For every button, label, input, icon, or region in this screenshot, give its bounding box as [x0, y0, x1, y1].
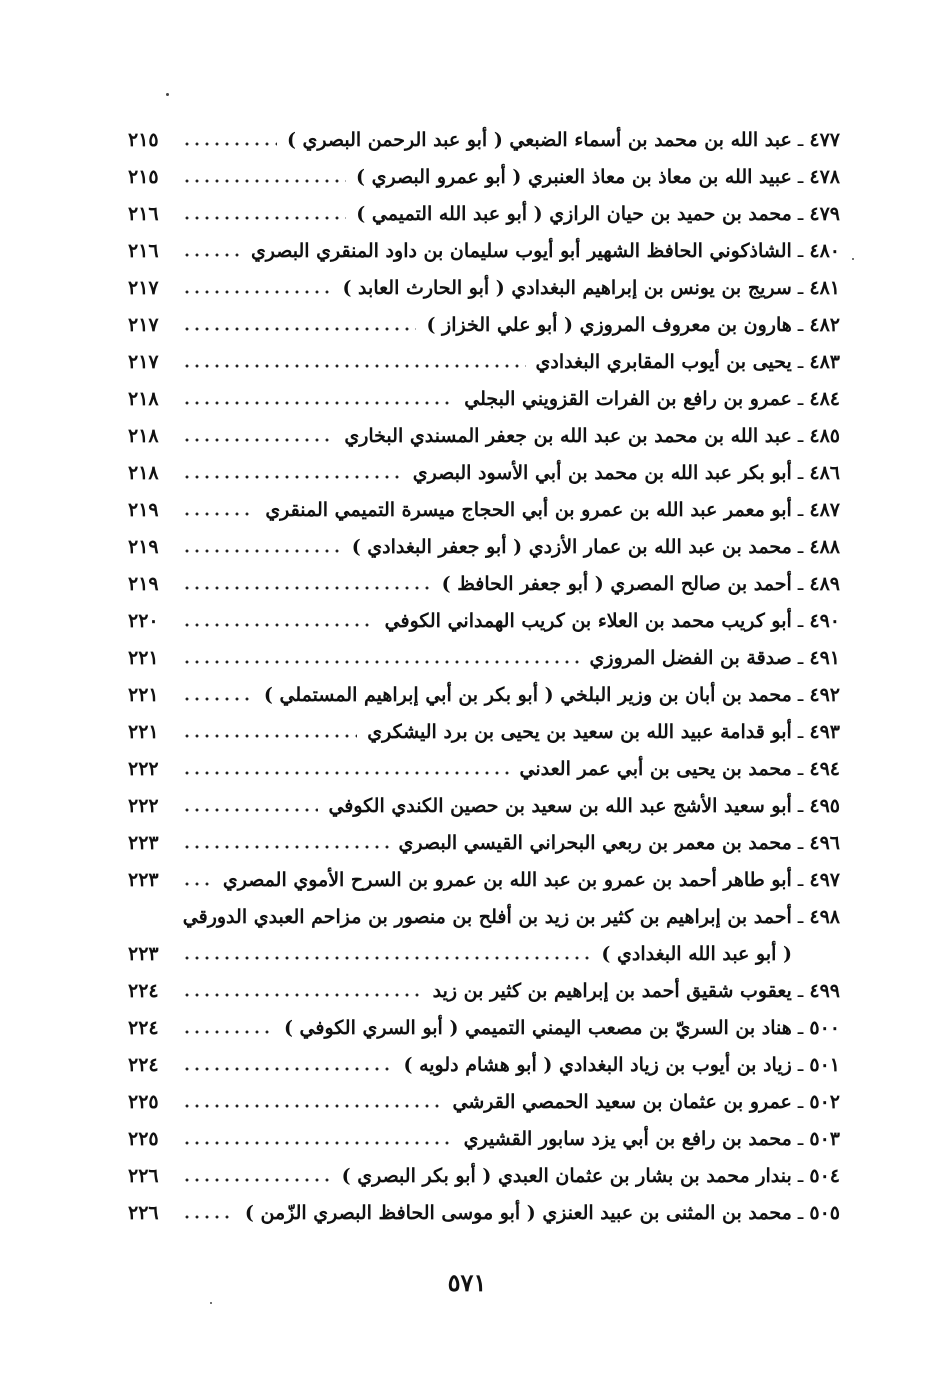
entry-title: الشاذكوني الحافظ الشهير أبو أيوب سليمان بن داود المنقري البصري	[250, 240, 792, 262]
entry-title: هارون بن معروف المروزي ( أبو علي الخزاز )	[426, 314, 792, 336]
entry-number: ٤٩٥	[809, 795, 840, 817]
entry-number: ٤٨٧	[809, 499, 840, 521]
dot-leader	[182, 660, 580, 664]
dot-leader	[182, 290, 332, 294]
toc-entry	[128, 344, 840, 381]
toc-entry	[128, 677, 840, 714]
paper-speck	[852, 258, 854, 260]
entry-number: ٥٠٥	[809, 1202, 840, 1224]
page-reference: ٢١٩	[128, 536, 159, 558]
entry-title-continued: ( أبو عبد الله البغدادي )	[601, 943, 792, 965]
toc-entry	[128, 270, 840, 307]
entry-dash: ـ	[797, 721, 804, 743]
page-reference: ٢٢٣	[128, 869, 159, 891]
dot-leader	[182, 993, 423, 997]
entry-dash: ـ	[797, 166, 804, 188]
toc-entry	[128, 196, 840, 233]
entry-title: أبو معمر عبد الله بن عمرو بن أبي الحجاج ميسرة التميمي المنقري	[265, 499, 792, 521]
toc-entry	[128, 455, 840, 492]
dot-leader	[182, 771, 510, 775]
entry-dash: ـ	[797, 388, 804, 410]
toc-entry	[128, 1047, 840, 1084]
entry-dash: ـ	[797, 647, 804, 669]
page-reference: ٢١٥	[128, 166, 159, 188]
entry-title: أبو كريب محمد بن العلاء بن كريب الهمداني الكوفي	[384, 610, 792, 632]
entry-dash: ـ	[797, 203, 804, 225]
dot-leader	[182, 142, 277, 146]
toc-entry	[128, 122, 840, 159]
toc-entry	[128, 714, 840, 751]
entry-title: عمرو بن عثمان بن سعيد الحمصي القرشي	[452, 1091, 792, 1113]
entry-dash: ـ	[797, 980, 804, 1002]
toc-entry	[128, 381, 840, 418]
dot-leader	[182, 1104, 442, 1108]
entry-number: ٤٨١	[809, 277, 840, 299]
entry-number: ٤٨٠	[809, 240, 840, 262]
entry-title: محمد بن رافع بن أبي يزد سابور القشيري	[463, 1128, 792, 1150]
page-reference: ٢٢١	[128, 647, 159, 669]
entry-dash: ـ	[797, 1091, 804, 1113]
entry-number: ٥٠١	[809, 1054, 840, 1076]
entry-dash: ـ	[797, 1202, 804, 1224]
page-reference: ٢١٦	[128, 240, 159, 262]
dot-leader	[182, 734, 357, 738]
entry-dash: ـ	[797, 610, 804, 632]
toc-entry	[128, 788, 840, 825]
entry-dash: ـ	[797, 1128, 804, 1150]
toc-entry	[128, 1121, 840, 1158]
entry-dash: ـ	[797, 1054, 804, 1076]
entry-title: أبو طاهر أحمد بن عمرو بن عبد الله بن عمرو بن السرح الأموي المصري	[222, 869, 792, 891]
entry-number: ٤٧٩	[809, 203, 840, 225]
page-reference: ٢٢٦	[128, 1165, 159, 1187]
entry-dash: ـ	[797, 758, 804, 780]
entry-title: يحيى بن أيوب المقابري البغدادي	[535, 351, 792, 373]
entry-dash: ـ	[797, 462, 804, 484]
entry-number: ٤٩٢	[809, 684, 840, 706]
entry-number: ٤٩١	[809, 647, 840, 669]
entry-number: ٥٠٠	[809, 1017, 840, 1039]
entry-dash: ـ	[797, 314, 804, 336]
page-number: ٥٧١	[447, 1268, 487, 1297]
entry-title: محمد بن معمر بن ربعي البحراني القيسي البصري	[398, 832, 792, 854]
toc-entry	[128, 307, 840, 344]
entry-title: أبو قدامة عبيد الله بن سعيد بن يحيى بن برد اليشكري	[367, 721, 792, 743]
entry-title: أحمد بن إبراهيم بن كثير بن زيد بن أفلح بن منصور بن مزاحم العبدي الدورقي	[182, 906, 792, 928]
entry-title: أبو سعيد الأشج عبد الله بن سعيد بن حصين الكندي الكوفي	[328, 795, 792, 817]
page-reference: ٢٢٣	[128, 943, 159, 965]
page-reference: ٢١٧	[128, 277, 159, 299]
toc-entry	[128, 1195, 840, 1232]
toc-entry	[128, 566, 840, 603]
entry-title: عبيد الله بن معاذ بن معاذ العنبري ( أبو عمرو البصري )	[355, 166, 792, 188]
entry-number: ٥٠٤	[809, 1165, 840, 1187]
dot-leader	[182, 623, 375, 627]
page-reference: ٢٢٠	[128, 610, 159, 632]
dot-leader	[182, 253, 241, 257]
page-reference: ٢١٧	[128, 314, 159, 336]
toc-entry	[128, 603, 840, 640]
paper-speck	[210, 1302, 212, 1304]
entry-title: أحمد بن صالح المصري ( أبو جعفر الحافظ )	[441, 573, 792, 595]
entry-dash: ـ	[797, 869, 804, 891]
paper-speck	[166, 93, 169, 96]
dot-leader	[182, 216, 346, 220]
dot-leader	[182, 586, 432, 590]
entry-number: ٥٠٢	[809, 1091, 840, 1113]
page-reference: ٢٢٥	[128, 1128, 159, 1150]
toc-entry	[128, 862, 840, 899]
toc-entry	[128, 640, 840, 677]
toc-entry	[128, 418, 840, 455]
page-reference: ٢١٧	[128, 351, 159, 373]
toc-entry	[128, 1084, 840, 1121]
entry-title: عمرو بن رافع بن الفرات القزويني البجلي	[464, 388, 792, 410]
entry-number: ٥٠٣	[809, 1128, 840, 1150]
dot-leader	[182, 808, 318, 812]
page-reference: ٢٢٤	[128, 1054, 159, 1076]
entry-number: ٤٩٨	[809, 906, 840, 928]
entry-number: ٤٨٩	[809, 573, 840, 595]
entry-number: ٤٨٣	[809, 351, 840, 373]
dot-leader	[182, 1030, 274, 1034]
entry-number: ٤٧٨	[809, 166, 840, 188]
entry-number: ٤٩٧	[809, 869, 840, 891]
entry-number: ٤٨٤	[809, 388, 840, 410]
page-reference: ٢٢١	[128, 721, 159, 743]
entry-dash: ـ	[797, 795, 804, 817]
dot-leader	[182, 1067, 393, 1071]
page-reference: ٢١٨	[128, 462, 159, 484]
dot-leader	[182, 179, 346, 183]
page-reference: ٢١٩	[128, 499, 159, 521]
entry-number: ٤٨٨	[809, 536, 840, 558]
toc-entry	[128, 529, 840, 566]
toc-entry-498-line1	[128, 899, 840, 936]
dot-leader	[182, 956, 591, 960]
entry-dash: ـ	[797, 240, 804, 262]
dot-leader	[182, 512, 255, 516]
entry-title: سريج بن يونس بن إبراهيم البغدادي ( أبو الحارث العابد )	[342, 277, 792, 299]
dot-leader	[182, 549, 342, 553]
entry-title: عبد الله بن محمد بن عبد الله بن جعفر المسندي البخاري	[344, 425, 792, 447]
entry-title: محمد بن أبان بن وزير البلخي ( أبو بكر بن أبي إبراهيم المستملي )	[263, 684, 792, 706]
page-reference: ٢١٨	[128, 388, 159, 410]
dot-leader	[182, 1178, 332, 1182]
page-reference: ٢١٦	[128, 203, 159, 225]
dot-leader	[182, 364, 526, 368]
page-reference: ٢٢٦	[128, 1202, 159, 1224]
entry-title: زياد بن أيوب بن زياد البغدادي ( أبو هشام دلويه )	[403, 1054, 792, 1076]
entry-dash: ـ	[797, 499, 804, 521]
page-reference: ٢١٩	[128, 573, 159, 595]
entry-dash: ـ	[797, 684, 804, 706]
dot-leader	[182, 845, 389, 849]
dot-leader	[182, 475, 403, 479]
page-reference: ٢٢٤	[128, 1017, 159, 1039]
entry-title: يعقوب شقيق أحمد بن إبراهيم بن كثير بن زيد	[432, 980, 792, 1002]
entry-dash: ـ	[797, 832, 804, 854]
toc-entry	[128, 233, 840, 270]
dot-leader	[182, 697, 254, 701]
entry-number: ٤٨٥	[809, 425, 840, 447]
entry-title: أبو بكر عبد الله بن محمد بن أبي الأسود البصري	[412, 462, 792, 484]
entry-dash: ـ	[797, 536, 804, 558]
entry-title: محمد بن المثنى بن عبيد العنزي ( أبو موسى الحافظ البصري الزّمن )	[244, 1202, 792, 1224]
page-reference: ٢٢٢	[128, 795, 159, 817]
entry-number: ٤٧٧	[809, 129, 840, 151]
entry-number: ٤٩٩	[809, 980, 840, 1002]
entry-dash: ـ	[797, 906, 804, 928]
toc-entry	[128, 159, 840, 196]
toc-entry	[128, 1158, 840, 1195]
entry-title: صدقة بن الفضل المروزي	[589, 647, 792, 669]
entry-dash: ـ	[797, 1165, 804, 1187]
entry-number: ٤٨٦	[809, 462, 840, 484]
page-reference: ٢١٥	[128, 129, 159, 151]
page-reference: ٢٢١	[128, 684, 159, 706]
dot-leader	[182, 882, 213, 886]
entry-number: ٤٨٢	[809, 314, 840, 336]
dot-leader	[182, 1215, 235, 1219]
entry-dash: ـ	[797, 425, 804, 447]
entry-number: ٤٩٠	[809, 610, 840, 632]
toc-entry	[128, 492, 840, 529]
page-reference: ٢٢٤	[128, 980, 159, 1002]
toc-entry	[128, 1010, 840, 1047]
page-reference: ٢٢٥	[128, 1091, 159, 1113]
dot-leader	[182, 438, 334, 442]
dot-leader	[182, 401, 454, 405]
entry-title: بندار محمد بن بشار بن عثمان العبدي ( أبو بكر البصري )	[341, 1165, 792, 1187]
entry-title: عبد الله بن محمد بن أسماء الضبعي ( أبو عبد الرحمن البصري )	[286, 129, 792, 151]
table-of-contents	[128, 122, 840, 1232]
toc-entry	[128, 973, 840, 1010]
entry-title: محمد بن يحيى بن أبي عمر العدني	[519, 758, 792, 780]
dot-leader	[182, 1141, 454, 1145]
page-reference: ٢١٨	[128, 425, 159, 447]
page-reference: ٢٢٢	[128, 758, 159, 780]
dot-leader	[182, 327, 416, 331]
toc-entry	[128, 751, 840, 788]
toc-entry-498-line2	[128, 936, 840, 973]
entry-number: ٤٩٣	[809, 721, 840, 743]
entry-dash: ـ	[797, 351, 804, 373]
entry-title: محمد بن حميد بن حيان الرازي ( أبو عبد الله التميمي )	[356, 203, 792, 225]
entry-dash: ـ	[797, 1017, 804, 1039]
page-reference: ٢٢٣	[128, 832, 159, 854]
entry-number: ٤٩٤	[809, 758, 840, 780]
entry-dash: ـ	[797, 573, 804, 595]
entry-number: ٤٩٦	[809, 832, 840, 854]
entry-title: محمد بن عبد الله بن عمار الأزدي ( أبو جعفر البغدادي )	[351, 536, 792, 558]
entry-title: هناد بن السريّ بن مصعب اليمني التميمي ( أبو السري الكوفي )	[283, 1017, 792, 1039]
entry-dash: ـ	[797, 277, 804, 299]
entry-dash: ـ	[797, 129, 804, 151]
toc-entry	[128, 825, 840, 862]
